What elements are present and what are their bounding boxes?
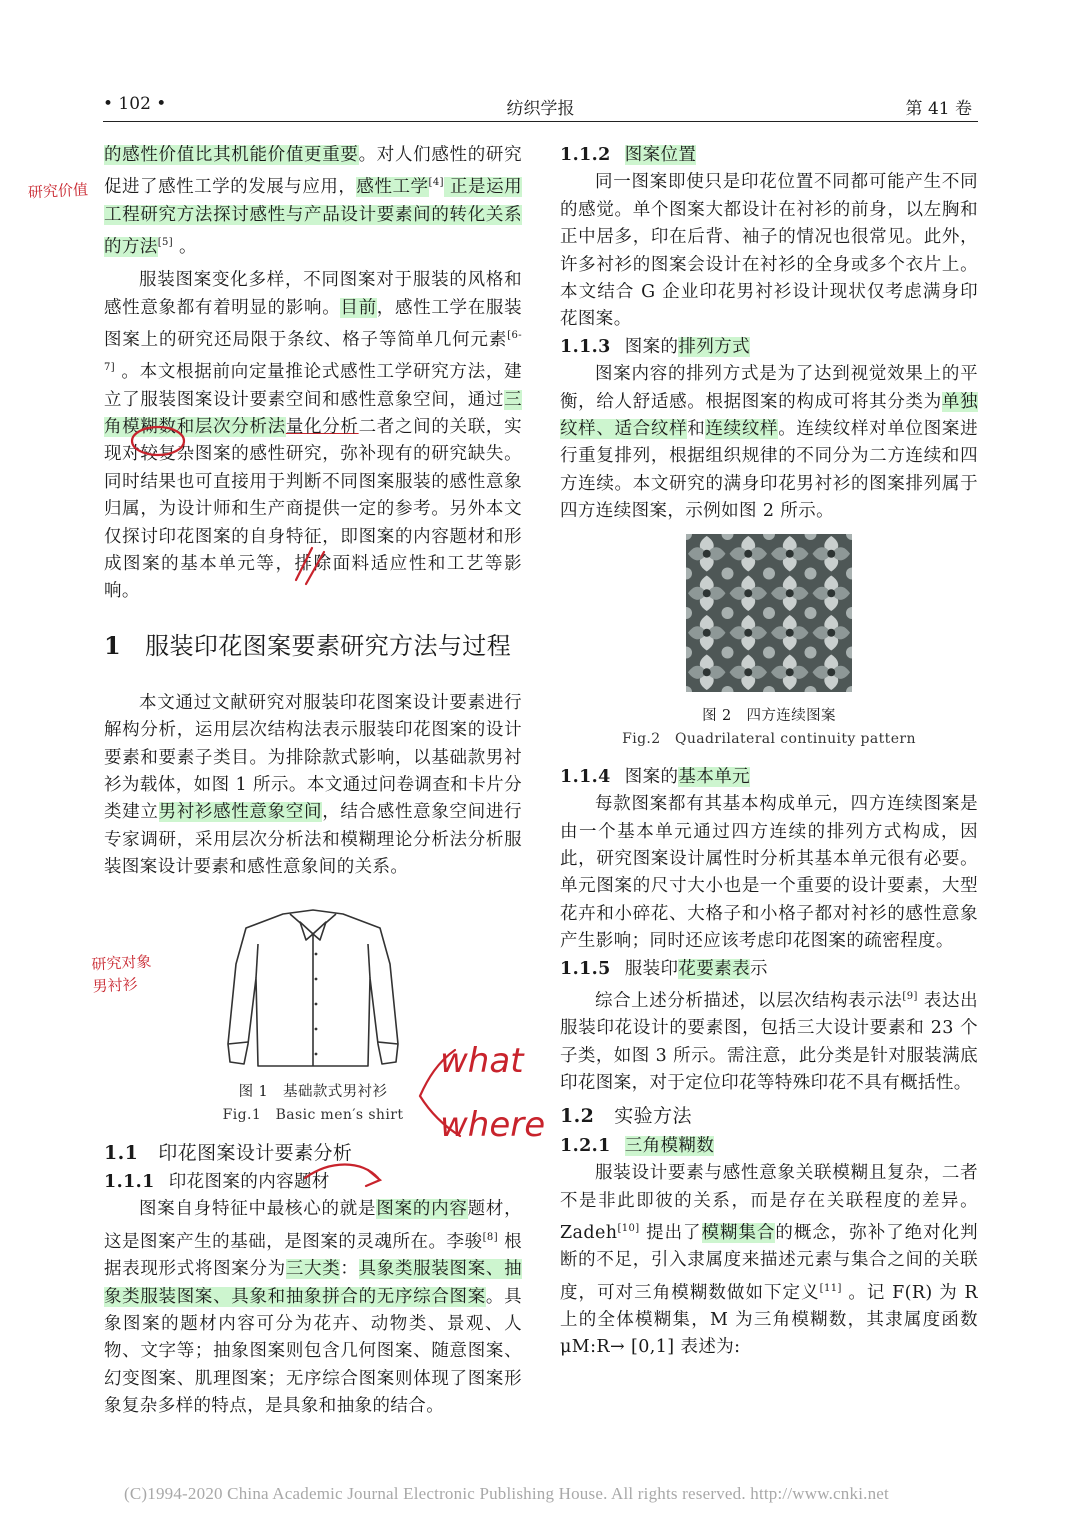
figure-2-caption-cn: 图 2 四方连续图案 bbox=[702, 707, 836, 724]
text-run: 本文通过文献研究对服装印花图案设计要素进行解构分析，运用层次结构法表示服装印花图案的设计要素和要素子类目。为排除款式影响，以基础款男衬衫为载体，如图 1 所示。本文通过问卷调查和卡片分类建立 bbox=[104, 692, 522, 823]
right-column bbox=[560, 142, 978, 1362]
margin-note-object-line2: 男衬衫 bbox=[92, 975, 139, 996]
text-run: 题材，这是图案产生的基础，是图案的灵魂所在。李骏 bbox=[104, 1199, 523, 1252]
figure-2-caption-en: Fig.2 Quadrilateral continuity pattern bbox=[622, 730, 916, 747]
subsection-1-1-2-heading bbox=[560, 142, 978, 169]
subsection-title-tail: 示 bbox=[750, 958, 768, 979]
paragraph-3 bbox=[104, 690, 522, 882]
copyright-watermark: (C)1994-2020 China Academic Journal Electronic Publishing House. All rights reserved. http://www.cnki.net bbox=[124, 1484, 889, 1503]
subsection-title-highlight: 排列方式 bbox=[678, 336, 751, 357]
text-run: 量化分析 bbox=[285, 416, 359, 437]
text-run: ，感性工学在服装图案上的研究还局限于条纹、格子等简单几何元素 bbox=[104, 297, 522, 350]
highlight-text: 三角模糊数和层次分析法 bbox=[104, 389, 522, 437]
shirt-illustration bbox=[218, 904, 408, 1074]
subsection-number: 1.1.3 bbox=[560, 336, 611, 357]
subsection-title: 三角模糊数 bbox=[624, 1135, 715, 1156]
figure-2 bbox=[560, 534, 978, 750]
subsection-title-highlight: 基本单元 bbox=[678, 766, 751, 787]
subsection-number: 1.1.2 bbox=[560, 145, 611, 165]
subsection-title: 图案的 bbox=[624, 336, 679, 357]
subsection-1-1-3-heading bbox=[560, 334, 978, 361]
text-run: 综合上述分析描述，以层次结构表示法 bbox=[595, 990, 903, 1011]
subsection-number: 1.2 bbox=[560, 1105, 595, 1128]
text-run: 。本文根据前向定量推论式感性工学研究方法，建立了服装图案设计要素空间和感性意象空间，通过 bbox=[104, 362, 522, 410]
text-run: 。 bbox=[173, 236, 197, 257]
subsection-1-1-4-heading bbox=[560, 764, 978, 791]
text-run: 。记 F(R) 为 R 上的全体模糊集，M 为三角模糊数，其隶属度函数 μM:R→ [0,1] 表述为: bbox=[560, 1282, 978, 1358]
quadrilateral-pattern-image bbox=[686, 534, 852, 692]
left-column bbox=[104, 142, 522, 1421]
highlight-text: 连续纹样 bbox=[705, 419, 779, 440]
text-run: 图案自身特征中最核心的就是 bbox=[139, 1199, 377, 1220]
paragraph-1 bbox=[104, 142, 522, 261]
ink-what: what bbox=[440, 1041, 524, 1081]
subsection-title: 图案的 bbox=[624, 766, 679, 787]
section-title: 服装印花图案要素研究方法与过程 bbox=[145, 631, 512, 660]
highlight-text: 正是运用工程研究方法探讨感性与产品设计要素间的转化关系的方法 bbox=[104, 177, 523, 257]
citation: [10] bbox=[617, 1223, 640, 1235]
paragraph-8 bbox=[560, 983, 978, 1097]
text-run: 二者之间的关联，实现对较复杂图案的感性研究，弥补现有的研究缺失。同时结果也可直接用于判断不同图案服装的感性意象归属，为设计师和生产商提供一定的参考。另外本文仅探讨印花图案的自身特征，即图案的内容题材和形成图案的基本单元等，排除面料适应性和工艺等影响。 bbox=[104, 416, 522, 602]
subsection-title: 实验方法 bbox=[614, 1105, 692, 1128]
subsection-number: 1.1.4 bbox=[560, 766, 611, 787]
citation: [9] bbox=[902, 990, 918, 1002]
subsection-title: 图案位置 bbox=[624, 145, 697, 165]
citation: [6-7] bbox=[104, 330, 522, 374]
subsection-number: 1.1.1 bbox=[104, 1172, 155, 1193]
paragraph-6 bbox=[560, 361, 978, 525]
highlight-text: 图案的内容 bbox=[376, 1199, 468, 1220]
subsection-number: 1.1 bbox=[104, 1141, 139, 1164]
subsection-number: 1.1.5 bbox=[560, 958, 611, 979]
paragraph-2 bbox=[104, 267, 522, 606]
paragraph-7: 每款图案都有其基本构成单元，四方连续图案是由一个基本单元通过四方连续的排列方式构成，因此，研究图案设计属性时分析其基本单元很有必要。单元图案的尺寸大小也是一个重要的设计要素，大型花卉和小碎花、大格子和小格子都对衬衫的感性意象产生影响；同时还应该考虑印花图案的疏密程度。 bbox=[560, 794, 978, 952]
text-run: 。连续纹样对单位图案进行重复排列，根据组织规律的不同分为二方连续和四方连续。本文研究的满身印花男衬衫的图案排列属于四方连续图案，示例如图 2 所示。 bbox=[560, 419, 978, 522]
paragraph-5: 同一图案即使只是印花位置不同都可能产生不同的感觉。单个图案大都设计在衬衫的前身，以左胸和正中居多，印在后背、袖子的情况也很常见。此外，许多衬衫的图案会设计在衬衫的全身或多个衣片上。本文结合 G 企业印花男衬衫设计现状仅考虑满身印花图案。 bbox=[560, 172, 978, 330]
highlight-text: 具象类服装图案、抽象类服装图案、具象和抽象拼合的无序综合图案 bbox=[104, 1259, 522, 1307]
highlight-text: 单独纹样、适合纹样 bbox=[560, 391, 978, 440]
figure-1 bbox=[104, 904, 522, 1126]
section-1-heading bbox=[104, 630, 522, 662]
text-run: 根据表现形式将图案分为 bbox=[104, 1231, 522, 1280]
paragraph-4 bbox=[104, 1196, 522, 1420]
citation: [4] bbox=[428, 177, 444, 189]
figure-1-caption-en: Fig.1 Basic men′s shirt bbox=[222, 1106, 404, 1123]
text-run: 提出了 bbox=[639, 1222, 702, 1243]
text-run: ，结合感性意象空间进行专家调研，采用层次分析法和模糊理论分析法分析服装图案设计要素和感性意象间的关系。 bbox=[104, 802, 522, 878]
text-run: 服装设计要素与感性意象关联模糊且复杂，二者不是非此即彼的关系，而是存在关联程度的差异。Zadeh bbox=[560, 1163, 978, 1243]
text-run: 图案内容的排列方式是为了达到视觉效果上的平衡，给人舒适感。根据图案的构成可将其分类为 bbox=[560, 364, 978, 412]
margin-note-value: 研究价值 bbox=[27, 180, 89, 202]
citation: [8] bbox=[482, 1231, 498, 1243]
text-run: 表达出服装印花设计的要素图，包括三大设计要素和 23 个子类，如图 3 所示。需注意，此分类是针对服装满底印花图案，对于定位印花等特殊印花不具有概括性。 bbox=[560, 990, 978, 1093]
text-run: 的概念，弥补了绝对化判断的不足，引入隶属度来描述元素与集合之间的关联度，可对三角模糊数做如下定义 bbox=[560, 1222, 978, 1303]
subsection-1-2-heading bbox=[560, 1103, 978, 1130]
subsection-number: 1.2.1 bbox=[560, 1135, 611, 1156]
highlight-text: 的感性价值比其机能价值更重要 bbox=[104, 145, 359, 165]
subsection-1-1-1-heading bbox=[104, 1169, 522, 1196]
subsection-title-highlight: 花要素表 bbox=[678, 958, 751, 979]
text-run: 。对人们感性的研究促进了感性工学的发展与应用， bbox=[104, 145, 522, 198]
subsection-1-2-1-heading bbox=[560, 1133, 978, 1160]
citation: [5] bbox=[157, 237, 174, 249]
subsection-1-1-heading bbox=[104, 1140, 522, 1167]
running-header bbox=[103, 92, 978, 122]
highlight-text: 三大类 bbox=[285, 1259, 341, 1280]
text-run: 和 bbox=[687, 419, 706, 440]
subsection-title: 印花图案的内容题材 bbox=[168, 1172, 330, 1193]
highlight-text: 感性工学 bbox=[356, 177, 429, 198]
text-run: 。具象图案的题材内容可分为花卉、动物类、景观、人物、文字等；抽象图案则包含几何图案、随意图案、幻变图案、肌理图案；无序综合图案则体现了图案形象复杂多样的特点，是具象和抽象的结合。 bbox=[104, 1286, 522, 1417]
paragraph-9 bbox=[560, 1160, 978, 1362]
page-number: • 102 • bbox=[103, 94, 167, 114]
ink-where: where bbox=[440, 1105, 546, 1145]
citation: [11] bbox=[819, 1282, 842, 1294]
subsection-1-1-5-heading bbox=[560, 956, 978, 983]
subsection-title: 服装印 bbox=[624, 958, 679, 979]
figure-1-caption-cn: 图 1 基础款式男衬衫 bbox=[238, 1083, 388, 1100]
text-run: 服装图案变化多样，不同图案对于服装的风格和感性意象都有着明显的影响。 bbox=[104, 270, 522, 318]
margin-note-object-line1: 研究对象 bbox=[90, 952, 152, 974]
highlight-text: 目前 bbox=[340, 297, 377, 318]
highlight-text: 男衬衫感性意象空间 bbox=[158, 802, 323, 823]
text-run: ： bbox=[340, 1259, 359, 1280]
section-number: 1 bbox=[104, 630, 122, 660]
volume-label: 第 41 卷 bbox=[905, 99, 972, 119]
journal-name: 纺织学报 bbox=[506, 99, 575, 119]
highlight-text: 模糊集合 bbox=[701, 1222, 776, 1243]
subsection-title: 印花图案设计要素分析 bbox=[158, 1141, 353, 1164]
